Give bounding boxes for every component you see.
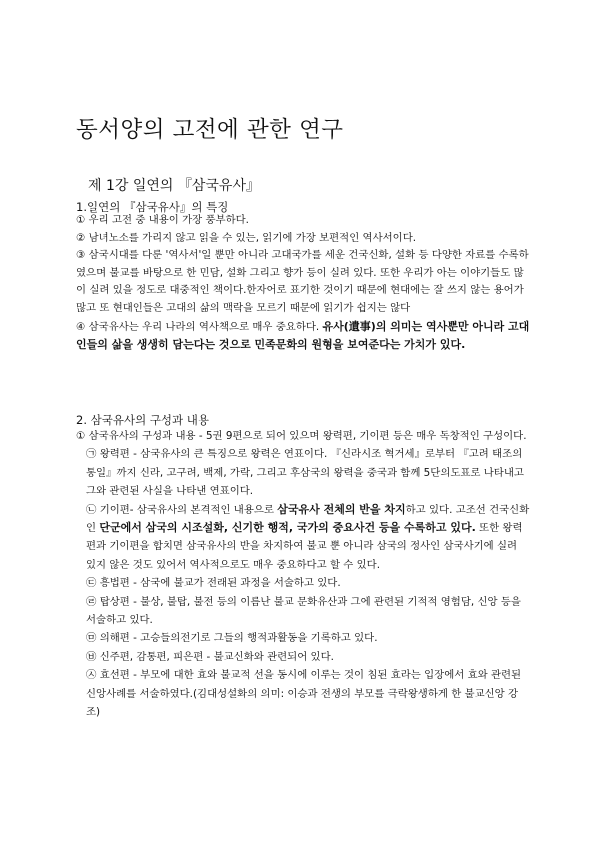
section1-heading: 1.일연의 『삼국유사』의 특징 <box>76 200 229 214</box>
tapsang-paragraph: ㉣ 탑상편 - 불상, 불탑, 불전 등의 이름난 불교 문화유산과 그에 관련된 기적적 영험담, 신앙 등을 서술하고 있다. <box>86 595 521 627</box>
giyi-text-c: 하고 있다. 고조선 건국신화인 <box>86 503 530 535</box>
section1-item-4-text: ④ 삼국유사는 우리 나라의 역사책으로 매우 중요하다. <box>76 320 323 333</box>
section1-item-2: ② 남녀노소를 가리지 않고 읽을 수 있는, 읽기에 가장 보편적인 역사서이다. <box>76 231 417 244</box>
uihae-paragraph: ㉤ 의해편 - 고승들의전기로 그들의 행적과활동을 기록하고 있다. <box>86 632 378 645</box>
giyi-text-a: ㉡ 기이편- 삼국유사의 본격적인 내용으로 <box>86 503 278 516</box>
section1-item-3: ③ 삼국시대를 다룬 '역사서'일 뿐만 아니라 고대국가를 세운 건국신화, 설화 등 다양한 자료를 수록하였으며 불교를 바탕으로 한 민담, 설화 그리고 향가 등이 실려 있다. 또한 우리가 아는 이야기들도 많이 실려 있을 정도로 대중적인 책이다.한자어로 표기한 것이기 때문에 현대에는 잘 쓰지 않는 용어가 많고 또 현대인들은 고대의 삶의 맥락을 모르기 때문에 읽기가 쉽지는 않다 <box>76 249 529 314</box>
section1-item-4 <box>76 318 530 355</box>
section2-body <box>76 427 530 722</box>
giyi-emphasis-1: 삼국유사 전체의 반을 차지 <box>277 502 406 516</box>
section1-item-4-emphasis: 유사(遺事)의 의미는 역사뿐만 아니라 고대인들의 삶을 생생히 담는다는 것으로 민족문화의 원형을 보여준다는 가치가 있다. <box>76 319 530 352</box>
section1-item-1: ① 우리 고전 중 내용이 가장 풍부하다. <box>76 214 249 226</box>
giyi-paragraph <box>76 501 530 575</box>
heungbeop-paragraph: ㉢ 흥법편 - 삼국에 불교가 전래된 과정을 서술하고 있다. <box>86 577 341 590</box>
section2-item-1: ① 삼국유사의 구성과 내용 - 5권 9편으로 되어 있으며 왕력편, 기이편 등은 매우 독창적인 구성이다. <box>76 430 527 442</box>
section2-heading: 2. 삼국유사의 구성과 내용 <box>76 413 210 427</box>
wangryeok-paragraph: ㉠ 왕력편 - 삼국유사의 큰 특징으로 왕력은 연표이다. 『신라시조 혁거세』로부터 『고려 태조의 통일』까지 신라, 고구려, 백제, 가락, 그리고 후삼국의 왕력을 중국과 함께 5단의도표로 나타내고 그와 관련된 사실을 나타낸 연표이다. <box>86 448 524 498</box>
hyoseon-paragraph: ㉦ 효선편 - 부모에 대한 효와 불교적 선을 동시에 이루는 것이 침된 효라는 입장에서 효와 관련된 신앙사례를 서술하였다.(김대성설화의 의미: 이승과 전생의 부모를 극락왕생하게 한 불교신앙 강조) <box>86 669 522 719</box>
section1-body <box>76 212 530 355</box>
giyi-emphasis-2: 단군에서 삼국의 시조설화, 신기한 행적, 국가의 중요사건 등을 수록하고 있다. <box>99 521 476 535</box>
sinju-paragraph: ㉥ 신주편, 감통편, 피은편 - 불교신화와 관련되어 있다. <box>86 650 334 663</box>
chapter-heading: 제 1강 일연의 『삼국유사』 <box>88 178 260 194</box>
document-title: 동서양의 고전에 관한 연구 <box>76 117 344 143</box>
giyi-text-e: 또한 왕력편과 기이편을 합치면 삼국유사의 반을 차지하여 불교 뿐 아니라 삼국의 정사인 삼국사기에 실려 있지 않은 것도 있어서 역사적으로도 매우 중요하다고 할 수 있다. <box>86 522 523 571</box>
